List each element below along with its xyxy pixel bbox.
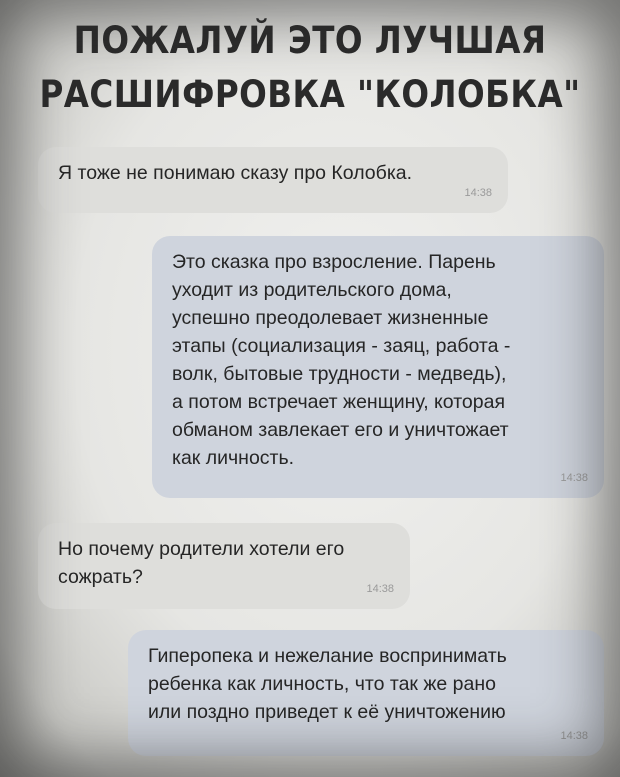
message-text-line: успешно преодолевает жизненные xyxy=(172,307,489,329)
message-bubble-incoming[interactable] xyxy=(38,147,508,213)
message-text: Я тоже не понимаю сказу про Колобка. xyxy=(58,162,413,184)
message-text-line: а потом встречает женщину, которая xyxy=(172,391,506,413)
message-text-line: обманом завлекает его и уничтожает xyxy=(172,419,509,441)
message-bubble-incoming[interactable] xyxy=(38,523,410,609)
message-text-line: ребенка как личность, что так же рано xyxy=(148,673,496,695)
page-title-line-1: ПОЖАЛУЙ ЭТО ЛУЧШАЯ xyxy=(73,19,547,62)
message-text-line: как личность. xyxy=(172,447,295,469)
message-text-line: или поздно приведет к её уничтожению xyxy=(148,701,506,723)
message-timestamp: 14:38 xyxy=(560,730,588,742)
message-text-line: уходит из родительского дома, xyxy=(172,279,452,301)
message-text-line: Гиперопека и нежелание воспринимать xyxy=(148,645,507,667)
message-text-line: сожрать? xyxy=(58,566,143,588)
message-text-line: Это сказка про взросление. Парень xyxy=(172,251,496,273)
message-text-line: Но почему родители хотели его xyxy=(58,538,345,560)
message-timestamp: 14:38 xyxy=(560,472,588,484)
message-timestamp: 14:38 xyxy=(366,583,394,595)
message-bubble-outgoing[interactable] xyxy=(152,236,604,498)
page-title-line-2: РАСШИФРОВКА "КОЛОБКА" xyxy=(39,73,581,116)
message-timestamp: 14:38 xyxy=(464,187,492,199)
message-bubble-outgoing[interactable] xyxy=(128,630,604,756)
message-text-line: волк, бытовые трудности - медведь), xyxy=(172,363,507,385)
page-title xyxy=(37,14,583,122)
message-text-line: этапы (социализация - заяц, работа - xyxy=(172,335,511,357)
